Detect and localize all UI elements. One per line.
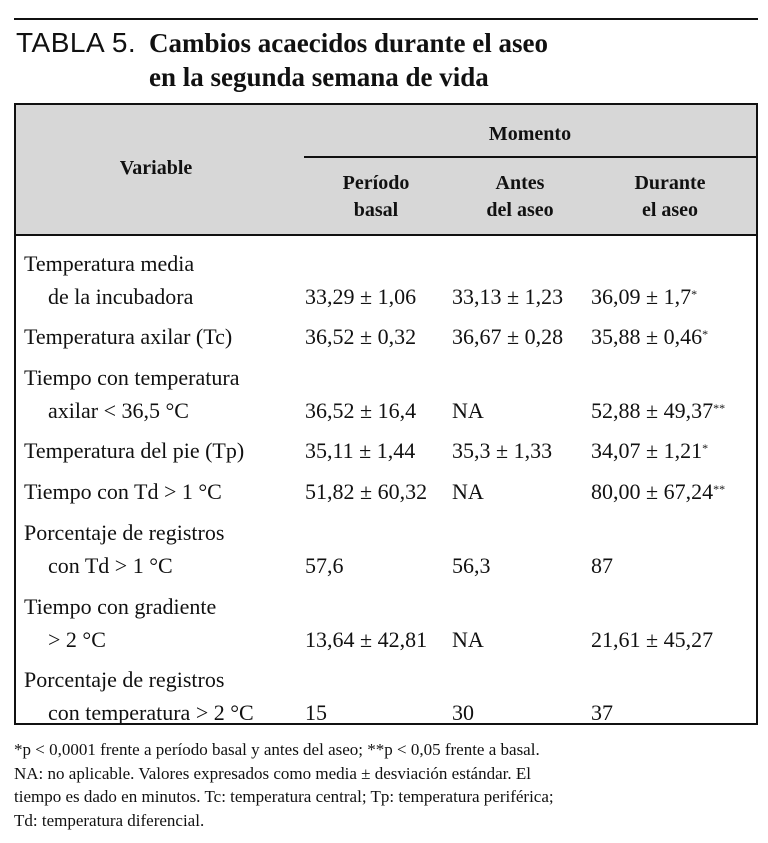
data-table [14,103,758,725]
significance-mark: ** [713,482,726,496]
row-variable-line2: con Td > 1 °C [48,553,173,578]
table-title-text [149,26,669,94]
row-variable-line2: con temperatura > 2 °C [48,700,254,725]
row-variable-line1: Temperatura del pie (Tp) [24,438,245,463]
row-variable-line1: Tiempo con gradiente [24,594,217,619]
cell-antes-aseo: NA [452,627,484,652]
header-col-durante-aseo [590,170,750,224]
cell-value: 35,88 ± 0,46 [591,324,703,349]
table-row [16,590,756,656]
cell-durante-aseo [591,320,708,353]
row-variable-line1: Temperatura media [24,251,195,276]
row-variable [24,516,314,582]
row-variable [24,361,314,427]
row-variable-line2: > 2 °C [48,627,106,652]
cell-antes-aseo: 36,67 ± 0,28 [452,324,564,349]
row-variable [24,663,314,729]
row-variable-line1: Tiempo con temperatura [24,365,240,390]
cell-durante-aseo [591,623,713,656]
header-col-antes-aseo [450,170,590,224]
footnote-line-1: *p < 0,0001 frente a período basal y antes del aseo; **p < 0,05 frente a basal. [14,740,540,759]
row-variable [24,247,314,313]
significance-mark: * [702,327,709,341]
cell-durante-aseo [591,394,725,427]
header-variable: Variable [119,157,193,179]
table-title [16,26,756,94]
footnote-line-4: Td: temperatura diferencial. [14,810,205,830]
cell-periodo-basal: 35,11 ± 1,44 [305,438,416,463]
significance-mark: * [702,441,709,455]
row-variable-line2: de la incubadora [48,284,194,309]
row-variable-line1: Temperatura axilar (Tc) [24,324,233,349]
momento-divider [304,156,756,158]
cell-antes-aseo: NA [452,398,484,423]
title-line-1: Cambios acaecidos durante el aseo [149,28,548,58]
header-col2-line1: Antes [495,172,545,194]
table-row [16,475,756,508]
cell-value: 36,09 ± 1,7 [591,284,692,309]
cell-value: 80,00 ± 67,24 [591,479,714,504]
cell-value: 37 [591,700,613,725]
table-row [16,361,756,427]
footnote-line-2: NA: no aplicable. Valores expresados como media ± desviación estándar. El [14,763,531,783]
row-variable-line1: Porcentaje de registros [24,520,225,545]
cell-durante-aseo [591,549,613,582]
cell-durante-aseo [591,434,708,467]
cell-antes-aseo: 56,3 [452,553,491,578]
header-col1-line1: Período [342,172,410,194]
header-col1-line2: basal [353,199,399,221]
row-variable-line1: Tiempo con Td > 1 °C [24,479,222,504]
top-rule [14,18,758,20]
header-momento: Momento [488,123,572,145]
row-variable [24,590,314,656]
table-row [16,516,756,582]
cell-durante-aseo [591,280,697,313]
table-row [16,434,756,467]
header-col3-line2: el aseo [641,199,699,221]
cell-value: 34,07 ± 1,21 [591,438,703,463]
table-row [16,247,756,313]
cell-durante-aseo [591,475,725,508]
cell-value: 52,88 ± 49,37 [591,398,714,423]
row-variable [24,475,314,508]
title-line-2: en la segunda semana de vida [149,62,489,92]
cell-periodo-basal: 13,64 ± 42,81 [305,627,428,652]
cell-periodo-basal: 57,6 [305,553,344,578]
cell-antes-aseo: 33,13 ± 1,23 [452,284,564,309]
row-variable-line1: Porcentaje de registros [24,667,225,692]
cell-periodo-basal: 36,52 ± 0,32 [305,324,417,349]
cell-antes-aseo: 35,3 ± 1,33 [452,438,553,463]
header-col2-line2: del aseo [486,199,554,221]
cell-antes-aseo: NA [452,479,484,504]
row-variable [24,434,314,467]
footnote-line-3: tiempo es dado en minutos. Tc: temperatura central; Tp: temperatura periférica; [14,787,554,806]
header-col3-line1: Durante [634,172,706,194]
cell-periodo-basal: 33,29 ± 1,06 [305,284,417,309]
significance-mark: * [691,287,698,301]
cell-antes-aseo: 30 [452,700,474,725]
cell-durante-aseo [591,696,613,729]
row-variable [24,320,314,353]
header-divider [16,234,756,236]
table-number-label: TABLA 5. [16,27,137,58]
cell-periodo-basal: 36,52 ± 16,4 [305,398,417,423]
header-col-periodo-basal [302,170,450,224]
table-row [16,663,756,729]
cell-periodo-basal: 51,82 ± 60,32 [305,479,428,504]
significance-mark: ** [713,401,726,415]
cell-value: 87 [591,553,613,578]
cell-periodo-basal: 15 [305,700,327,725]
table-row [16,320,756,353]
cell-value: 21,61 ± 45,27 [591,627,714,652]
table-footnote [14,738,756,832]
row-variable-line2: axilar < 36,5 °C [48,398,189,423]
